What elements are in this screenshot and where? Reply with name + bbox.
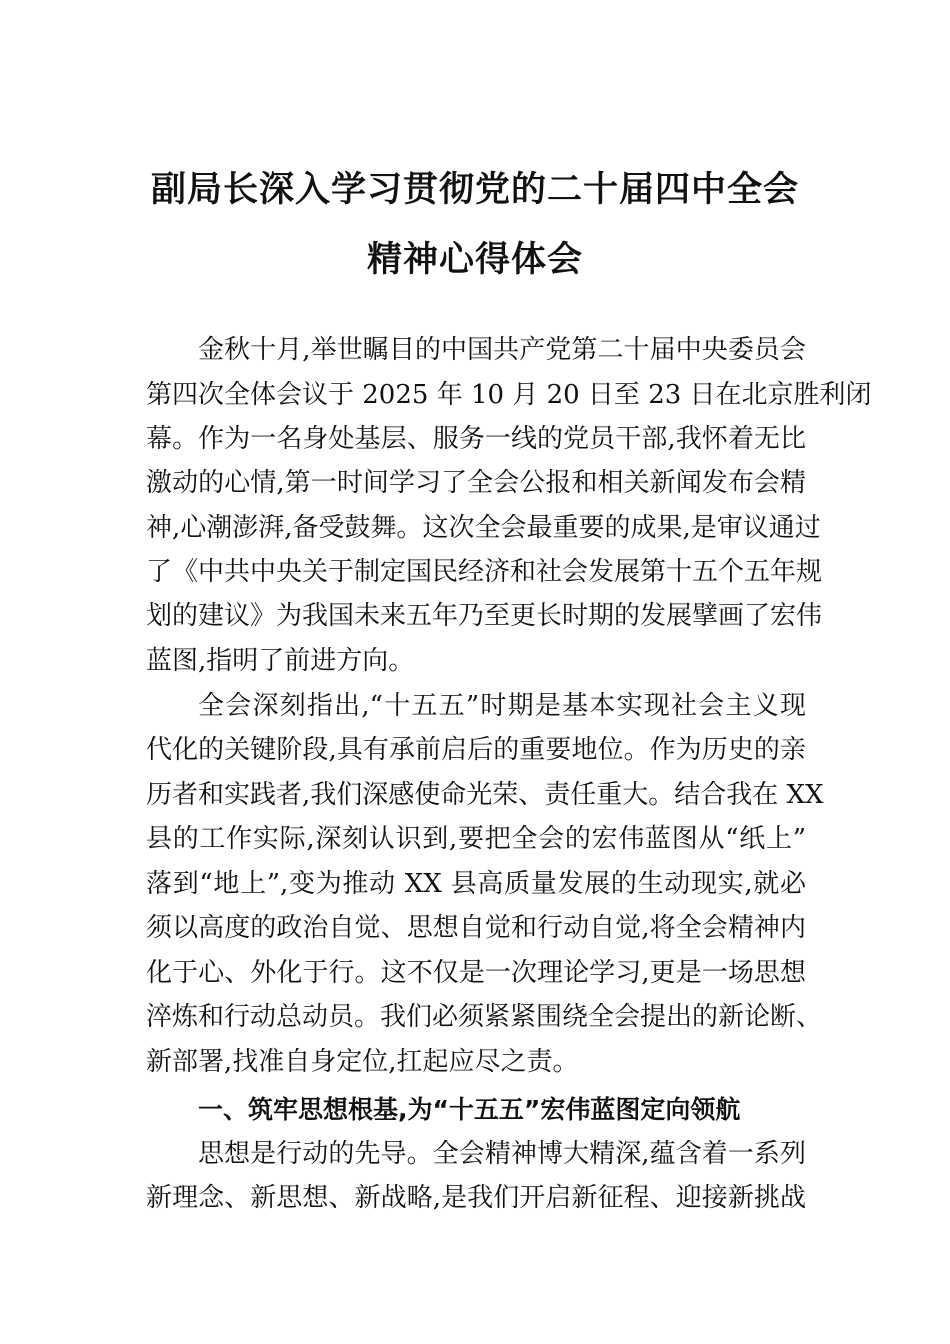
text-line: 神,心潮澎湃,备受鼓舞。这次全会最重要的成果,是审议通过 bbox=[146, 513, 821, 543]
text-line: 新理念、新思想、新战略,是我们开启新征程、迎接新挑战 bbox=[146, 1183, 806, 1213]
text-line: 幕。作为一名身处基层、服务一线的党员干部,我怀着无比 bbox=[146, 424, 806, 454]
text-line: 思想是行动的先导。全会精神博大精深,蕴含着一系列 bbox=[198, 1139, 806, 1169]
text-line: 蓝图,指明了前进方向。 bbox=[146, 646, 415, 676]
text-line: 须以高度的政治自觉、思想自觉和行动自觉,将全会精神内 bbox=[146, 913, 806, 943]
document-title-line-2: 精神心得体会 bbox=[366, 240, 583, 280]
text-line: 新部署,找准自身定位,扛起应尽之责。 bbox=[146, 1047, 579, 1077]
text-line: 县的工作实际,深刻认识到,要把全会的宏伟蓝图从“纸上” bbox=[146, 824, 806, 854]
text-line: 第四次全体会议于 2025 年 10 月 20 日至 23 日在北京胜利闭 bbox=[146, 380, 872, 410]
text-line: 划的建议》为我国未来五年乃至更长时期的发展擘画了宏伟 bbox=[146, 601, 823, 631]
text-line: 历者和实践者,我们深感使命光荣、责任重大。结合我在 XX bbox=[146, 780, 824, 810]
text-line: 化于心、外化于行。这不仅是一次理论学习,更是一场思想 bbox=[146, 958, 806, 988]
text-line: 代化的关键阶段,具有承前启后的重要地位。作为历史的亲 bbox=[146, 735, 806, 765]
text-line: 激动的心情,第一时间学习了全会公报和相关新闻发布会精 bbox=[146, 468, 806, 498]
text-line: 淬炼和行动总动员。我们必须紧紧围绕全会提出的新论断、 bbox=[146, 1002, 823, 1032]
text-line: 落到“地上”,变为推动 XX 县高质量发展的生动现实,就必 bbox=[146, 869, 806, 899]
section-heading: 一、筑牢思想根基,为“十五五”宏伟蓝图定向领航 bbox=[198, 1095, 741, 1124]
document-title-line-1: 副局长深入学习贯彻党的二十届四中全会 bbox=[150, 170, 799, 210]
text-line: 全会深刻指出,“十五五”时期是基本实现社会主义现 bbox=[198, 691, 806, 721]
text-line: 金秋十月,举世瞩目的中国共产党第二十届中央委员会 bbox=[198, 335, 806, 365]
text-line: 了《中共中央关于制定国民经济和社会发展第十五个五年规 bbox=[146, 557, 823, 587]
